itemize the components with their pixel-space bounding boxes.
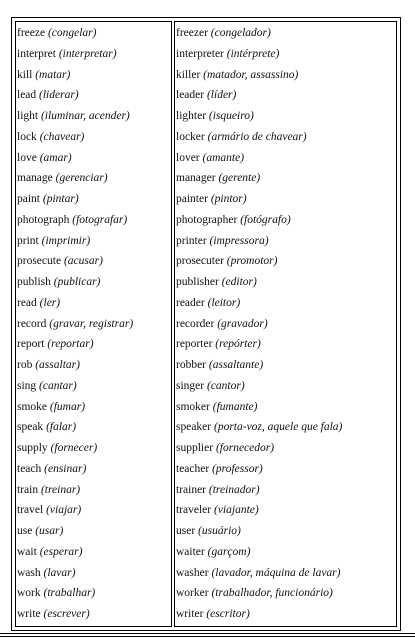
noun-row <box>175 314 396 335</box>
noun-row <box>175 355 396 376</box>
noun-row <box>175 85 396 106</box>
portuguese-translation: (isqueiro) <box>208 110 254 122</box>
noun-row <box>175 251 396 272</box>
portuguese-translation: (usuário) <box>198 525 241 537</box>
english-word: traveler <box>176 504 212 517</box>
portuguese-translation: (impressora) <box>209 234 269 247</box>
portuguese-translation: (cantar) <box>39 379 77 392</box>
portuguese-translation: (treinador) <box>208 483 260 496</box>
portuguese-translation: (publicar) <box>53 276 101 288</box>
portuguese-translation: (fotógrafo) <box>240 213 291 226</box>
noun-row <box>175 148 396 169</box>
english-word: printer <box>176 234 207 247</box>
portuguese-translation: (treinar) <box>40 483 81 496</box>
noun-row <box>175 459 396 480</box>
portuguese-translation: (chavear) <box>39 130 85 143</box>
noun-row <box>175 521 396 542</box>
portuguese-translation: (editor) <box>221 276 257 288</box>
english-word: smoker <box>176 400 210 413</box>
portuguese-translation: (líder) <box>206 89 237 102</box>
portuguese-translation: (fumar) <box>49 400 86 413</box>
english-word: teacher <box>176 462 210 475</box>
verb-row <box>16 500 171 521</box>
verb-row <box>16 189 171 210</box>
english-word: interpret <box>17 47 56 60</box>
english-word: manage <box>17 172 53 185</box>
noun-row <box>175 189 396 210</box>
english-word: manager <box>176 172 216 185</box>
portuguese-translation: (promotor) <box>226 255 278 268</box>
noun-row <box>175 438 396 459</box>
english-word: rob <box>17 359 33 371</box>
verb-row <box>16 168 171 189</box>
portuguese-translation: (lavador, máquina de lavar) <box>211 566 341 579</box>
portuguese-translation: (viajante) <box>214 504 259 517</box>
portuguese-translation: (iluminar, acender) <box>40 110 130 122</box>
english-word: publish <box>17 276 51 288</box>
english-word: sing <box>17 379 37 392</box>
portuguese-translation: (armário de chavear) <box>207 130 307 143</box>
english-word: waiter <box>176 545 205 558</box>
portuguese-translation: (escritor) <box>206 608 250 620</box>
portuguese-translation: (viajar) <box>46 504 82 517</box>
vocabulary-table <box>11 17 401 631</box>
portuguese-translation: (usar) <box>35 525 64 537</box>
verb-row <box>16 148 171 169</box>
english-word: lighter <box>176 110 207 122</box>
noun-row <box>175 127 396 148</box>
portuguese-translation: (fornecer) <box>50 442 98 454</box>
portuguese-translation: (fumante) <box>212 400 258 413</box>
english-word: light <box>17 110 39 122</box>
portuguese-translation: (liderar) <box>39 89 79 102</box>
portuguese-translation: (congelar) <box>47 27 97 39</box>
english-word: speaker <box>176 421 212 434</box>
verb-row <box>16 376 171 397</box>
noun-row <box>175 480 396 501</box>
english-word: killer <box>176 68 201 81</box>
portuguese-translation: (interpretar) <box>58 47 117 60</box>
portuguese-translation: (pintor) <box>210 193 247 205</box>
english-word: wash <box>17 566 41 579</box>
portuguese-translation: (matador, assassino) <box>203 68 299 81</box>
verb-row <box>16 23 171 44</box>
verb-row <box>16 604 171 625</box>
noun-row <box>175 168 396 189</box>
portuguese-translation: (amar) <box>39 151 72 164</box>
page-divider-secondary <box>0 636 415 637</box>
english-word: freeze <box>17 27 46 39</box>
verb-row <box>16 85 171 106</box>
noun-row <box>175 23 396 44</box>
portuguese-translation: (amante) <box>202 151 245 164</box>
english-word: photograph <box>17 213 70 226</box>
english-word: lock <box>17 130 37 143</box>
english-word: reader <box>176 296 205 309</box>
english-word: trainer <box>176 483 207 496</box>
verb-row <box>16 397 171 418</box>
portuguese-translation: (ler) <box>39 296 61 309</box>
noun-row <box>175 563 396 584</box>
verb-row <box>16 231 171 252</box>
portuguese-translation: (pintar) <box>42 193 79 205</box>
portuguese-translation: (fotografar) <box>72 213 128 226</box>
noun-row <box>175 500 396 521</box>
portuguese-translation: (repórter) <box>215 338 261 351</box>
portuguese-translation: (cantor) <box>206 379 245 392</box>
noun-row <box>175 542 396 563</box>
portuguese-translation: (congelador) <box>210 27 271 39</box>
nouns-column <box>174 21 397 627</box>
verb-row <box>16 44 171 65</box>
portuguese-translation: (lavar) <box>43 566 76 579</box>
english-word: writer <box>176 608 204 620</box>
portuguese-translation: (falar) <box>46 421 77 434</box>
english-word: use <box>17 525 33 537</box>
english-word: interpreter <box>176 47 224 60</box>
english-word: kill <box>17 68 33 81</box>
portuguese-translation: (garçom) <box>207 545 251 558</box>
english-word: supplier <box>176 442 214 454</box>
verb-row <box>16 127 171 148</box>
noun-row <box>175 293 396 314</box>
english-word: painter <box>176 193 208 205</box>
english-word: worker <box>176 587 209 600</box>
verb-row <box>16 251 171 272</box>
english-word: reporter <box>176 338 213 351</box>
portuguese-translation: (gravar, registrar) <box>49 317 134 330</box>
english-word: love <box>17 151 37 164</box>
english-word: recorder <box>176 317 215 330</box>
noun-row <box>175 334 396 355</box>
verbs-column <box>15 21 172 627</box>
english-word: prosecuter <box>176 255 224 268</box>
english-word: travel <box>17 504 44 517</box>
noun-row <box>175 397 396 418</box>
verb-row <box>16 210 171 231</box>
portuguese-translation: (intérprete) <box>226 47 280 60</box>
verb-row <box>16 583 171 604</box>
verb-row <box>16 480 171 501</box>
verb-row <box>16 314 171 335</box>
english-word: report <box>17 338 45 351</box>
verb-row <box>16 459 171 480</box>
verb-row <box>16 355 171 376</box>
english-word: lead <box>17 89 37 102</box>
noun-row <box>175 376 396 397</box>
portuguese-translation: (trabalhador, funcionário) <box>211 587 333 600</box>
english-word: print <box>17 234 39 247</box>
english-word: publisher <box>176 276 219 288</box>
noun-row <box>175 272 396 293</box>
verb-row <box>16 563 171 584</box>
verb-row <box>16 106 171 127</box>
english-word: read <box>17 296 37 309</box>
english-word: train <box>17 483 39 496</box>
portuguese-translation: (professor) <box>212 462 263 475</box>
noun-row <box>175 231 396 252</box>
portuguese-translation: (gerenciar) <box>55 172 108 185</box>
verb-row <box>16 542 171 563</box>
english-word: locker <box>176 130 205 143</box>
portuguese-translation: (fornecedor) <box>215 442 275 454</box>
english-word: work <box>17 587 41 600</box>
english-word: robber <box>176 359 207 371</box>
page-divider <box>0 633 415 634</box>
english-word: write <box>17 608 41 620</box>
verb-row <box>16 65 171 86</box>
noun-row <box>175 604 396 625</box>
english-word: wait <box>17 545 37 558</box>
english-word: teach <box>17 462 42 475</box>
english-word: prosecute <box>17 255 62 268</box>
verb-row <box>16 438 171 459</box>
noun-row <box>175 44 396 65</box>
noun-row <box>175 583 396 604</box>
english-word: supply <box>17 442 48 454</box>
english-word: record <box>17 317 47 330</box>
portuguese-translation: (leitor) <box>207 296 241 309</box>
english-word: smoke <box>17 400 48 413</box>
portuguese-translation: (trabalhar) <box>43 587 96 600</box>
verb-row <box>16 272 171 293</box>
noun-row <box>175 65 396 86</box>
portuguese-translation: (gerente) <box>218 172 261 185</box>
english-word: lover <box>176 151 200 164</box>
portuguese-translation: (esperar) <box>39 545 83 558</box>
portuguese-translation: (imprimir) <box>41 234 91 247</box>
english-word: paint <box>17 193 40 205</box>
english-word: singer <box>176 379 205 392</box>
portuguese-translation: (ensinar) <box>44 462 87 475</box>
english-word: freezer <box>176 27 208 39</box>
portuguese-translation: (escrever) <box>43 608 90 620</box>
verb-row <box>16 417 171 438</box>
english-word: leader <box>176 89 205 102</box>
english-word: washer <box>176 566 209 579</box>
portuguese-translation: (reportar) <box>47 338 94 351</box>
portuguese-translation: (matar) <box>35 68 71 81</box>
english-word: photographer <box>176 213 238 226</box>
portuguese-translation: (assaltante) <box>208 359 264 371</box>
english-word: speak <box>17 421 44 434</box>
verb-row <box>16 334 171 355</box>
english-word: user <box>176 525 196 537</box>
portuguese-translation: (assaltar) <box>35 359 80 371</box>
verb-row <box>16 521 171 542</box>
noun-row <box>175 417 396 438</box>
verb-row <box>16 293 171 314</box>
portuguese-translation: (gravador) <box>217 317 268 330</box>
noun-row <box>175 106 396 127</box>
portuguese-translation: (porta-voz, aquele que fala) <box>214 421 343 434</box>
noun-row <box>175 210 396 231</box>
portuguese-translation: (acusar) <box>63 255 103 268</box>
